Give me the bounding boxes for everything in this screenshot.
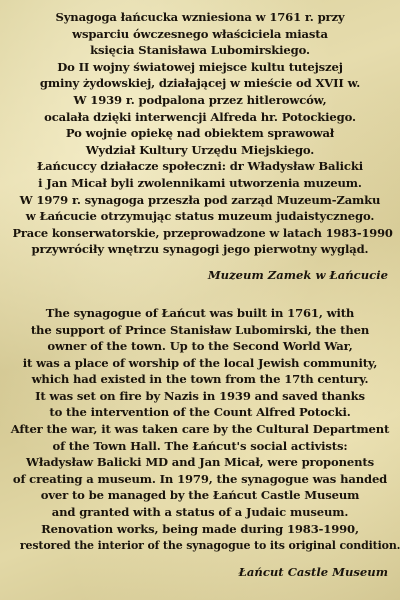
polish-text-line: W 1979 r. synagoga przeszła pod zarząd Muzeum-Zamku	[19, 192, 381, 207]
polish-signature: Muzeum Zamek w Łańcucie	[207, 267, 388, 282]
english-text-line: the support of Prince Stanisław Lubomirski, the then	[30, 322, 370, 337]
polish-text-line: Łańcuccy działacze społeczni: dr Władysław Balicki	[37, 159, 363, 174]
english-text-line: Renovation works, being made during 1983-1990,	[41, 521, 359, 536]
polish-text-line: gminy żydowskiej, działającej w mieście od XVII w.	[39, 76, 361, 91]
english-text-line: over to be managed by the Łańcut Castle Museum	[40, 488, 360, 503]
english-text-block	[10, 305, 400, 554]
english-text-line: restored the interior of the synagogue to its original condition.	[19, 538, 400, 553]
polish-text-line: księcia Stanisława Lubomirskiego.	[90, 43, 310, 58]
english-text-line: Władysław Balicki MD and Jan Micał, were proponents	[26, 455, 374, 470]
polish-text-block	[10, 9, 393, 258]
polish-text-line: ocalała dzięki interwencji Alfreda hr. Potockiego.	[44, 109, 356, 124]
polish-text-line: Wydział Kultury Urzędu Miejskiego.	[85, 142, 315, 157]
polish-text-line: Synagoga łańcucka wzniesiona w 1761 r. przy	[55, 10, 345, 24]
english-text-line: The synagogue of Łańcut was built in 1761, with	[45, 305, 355, 320]
polish-text-line: i Jan Micał byli zwolennikami utworzenia muzeum.	[38, 175, 362, 190]
polish-text-line: Prace konserwatorskie, przeprowadzone w latach 1983-1990	[12, 225, 393, 240]
polish-text-line: Do II wojny światowej miejsce kultu tutejszej	[57, 59, 343, 74]
english-text-line: It was set on fire by Nazis in 1939 and saved thanks	[35, 388, 365, 403]
english-text-line: to the intervention of the Count Alfred Potocki.	[49, 405, 351, 420]
english-text-line: After the war, it was taken care by the Cultural Department	[10, 422, 390, 437]
english-text-line: of the Town Hall. The Łańcut's social activists:	[52, 438, 348, 453]
polish-text-line: W 1939 r. podpalona przez hitlerowców,	[73, 92, 327, 107]
polish-text-line: przywróciły wnętrzu synagogi jego pierwotny wygląd.	[31, 242, 369, 257]
english-text-line: of creating a museum. In 1979, the synagogue was handed	[12, 471, 388, 486]
polish-text-line: wsparciu ówczesnego właściciela miasta	[72, 26, 328, 41]
polish-text-line: w Łańcucie otrzymując status muzeum judaistycznego.	[25, 209, 375, 224]
english-text-line: owner of the town. Up to the Second World War,	[47, 339, 353, 354]
english-signature: Łańcut Castle Museum	[238, 564, 388, 579]
english-text-line: and granted with a status of a Judaic museum.	[51, 505, 349, 520]
english-text-line: which had existed in the town from the 17th century.	[31, 372, 369, 387]
english-text-line: it was a place of worship of the local Jewish community,	[22, 355, 378, 370]
polish-text-line: Po wojnie opiekę nad obiektem sprawował	[65, 126, 335, 141]
